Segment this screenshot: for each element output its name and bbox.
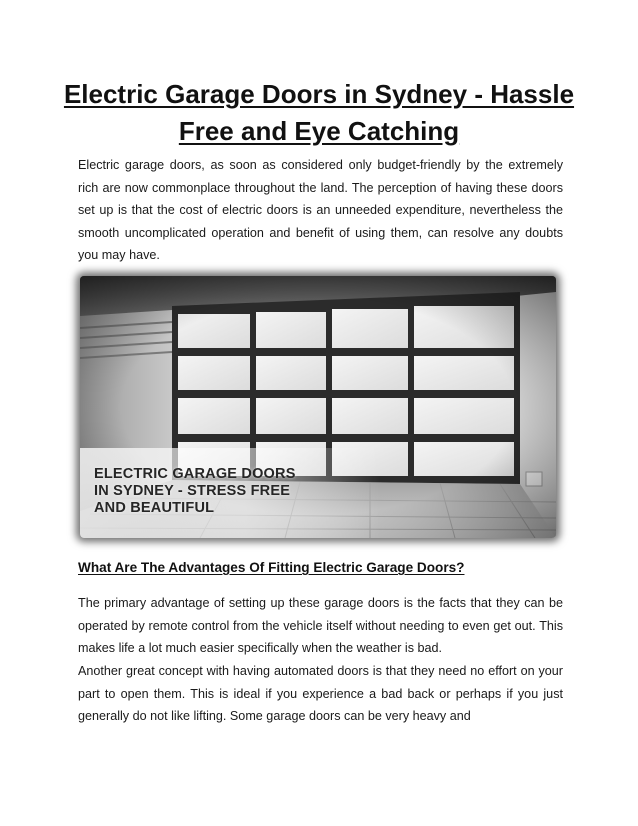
section-heading: What Are The Advantages Of Fitting Electric Garage Doors? bbox=[78, 560, 465, 575]
page-title: Electric Garage Doors in Sydney - Hassle Free and Eye Catching bbox=[63, 79, 575, 146]
caption-line: ELECTRIC GARAGE DOORS bbox=[94, 466, 296, 482]
body-paragraph: Another great concept with having automated doors is that they need no effort on your part to open them. This is ideal if you experience a bad back or perhaps if you just generally do not like lifting. Some garage doors can be very heavy and bbox=[78, 664, 563, 724]
garage-door-photo bbox=[80, 276, 556, 538]
intro-paragraph: Electric garage doors, as soon as considered only budget-friendly by the extremely rich are now commonplace throughout the land. The perception of having these doors set up is that the cost of electric doors is an unneeded expenditure, nevertheless the smooth uncomplicated operation and benefit of using them, can resolve any doubts you may have. bbox=[78, 158, 563, 263]
caption-line: IN SYDNEY - STRESS FREE bbox=[94, 483, 291, 499]
body-paragraph: The primary advantage of setting up these garage doors is the facts that they can be operated by remote control from the vehicle itself without needing to even get out. This makes life a lot much easier specifically when the weather is bad. bbox=[78, 596, 563, 656]
image-caption bbox=[94, 466, 296, 517]
caption-line: AND BEAUTIFUL bbox=[94, 500, 215, 516]
